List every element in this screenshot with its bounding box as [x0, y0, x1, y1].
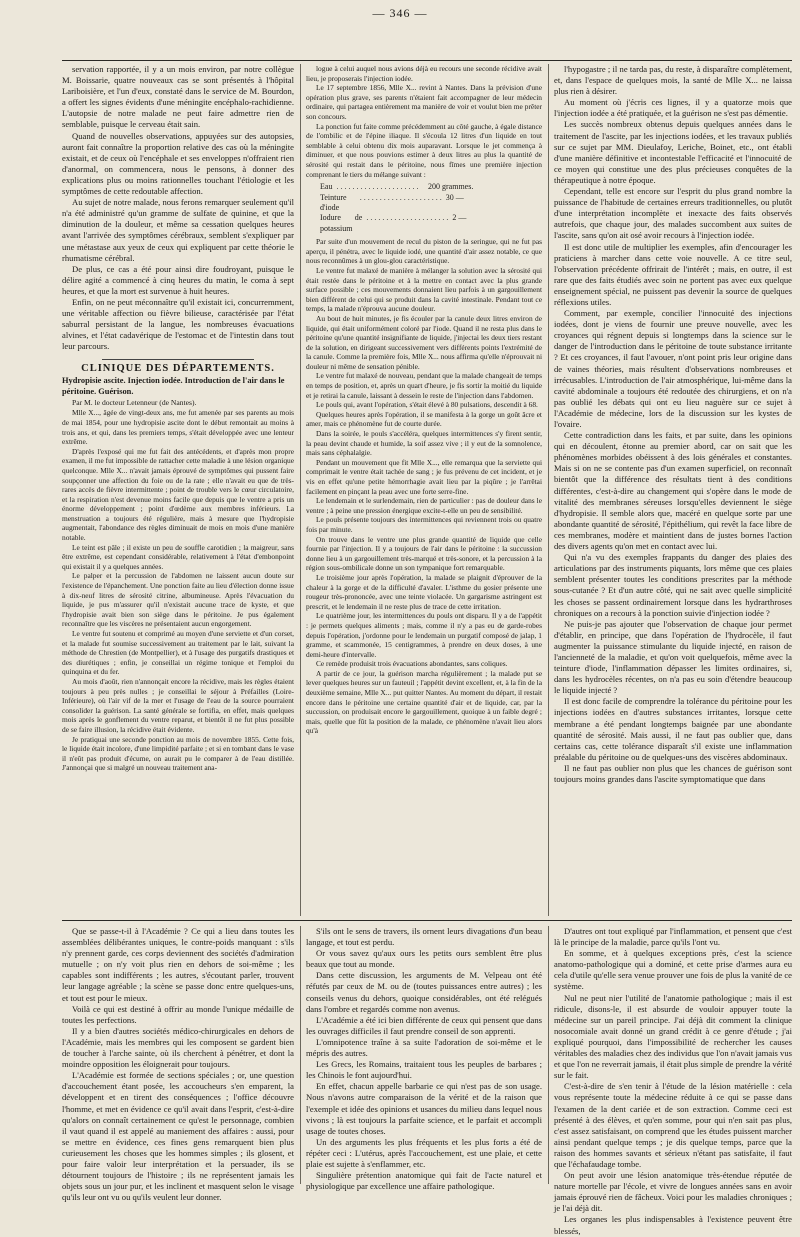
- paragraph: D'autres ont tout expliqué par l'inflammation, et pensent que c'est là le principe de la maladie, parce qu'ils l'ont vu.: [554, 926, 792, 948]
- paragraph: Au mois d'août, rien n'annonçait encore la récidive, mais les règles étaient toujours à peu près nulles ; je conseillai le séjour à Préfailles (Loire-Inférieure), où l'air vif de la mer et l'usage de l'eau de la source pourraient consolider la guérison. La santé générale se fortifia, en effet, mais quelques mois après le gonflement du ventre reparut, et bientôt il ne fut plus possible de se faire illusion, la récidive était évidente.: [62, 676, 294, 734]
- paragraph: Le troisième jour après l'opération, la malade se plaignit d'éprouver de la chaleur à la gorge et de la difficulté d'avaler. L'isthme du gosier présente une rougeur très-prononcée, avec une teinte violacée. Un gargarisme astringent est prescrit, et le lendemain il ne reste plus de trace de cette irritation.: [306, 572, 542, 611]
- paragraph: D'après l'exposé qui me fut fait des antécédents, et d'après mon propre examen, il me fut impossible de rattacher cette maladie à une lésion organique quelconque. Mlle X... n'avait jamais éprouvé de symptômes qui pussent faire soupçonner une affection du foie ou de la rate ; elle n'avait eu que de très-rares accès de fièvre intermittente ; point de trouble vers le cœur circulatoire, et la respiration n'est devenue moins facile que depuis que le ventre a pris un énorme développement ; point d'œdème aux membres inférieurs. La menstruation a toujours été régulière, mais à mesure que l'hydropisie augmentait, l'abondance des règles diminuait de mois en mois d'une manière notable.: [62, 446, 294, 543]
- bottom-column-3: [554, 926, 792, 1236]
- paragraph: Les Grecs, les Romains, traitaient tous les peuples de barbares ; les Chinois le font aujourd'hui.: [306, 1059, 542, 1081]
- paragraph: Ce remède produisit trois évacuations abondantes, sans coliques.: [316, 659, 508, 669]
- bottom-column-1: [62, 926, 294, 1203]
- paragraph: L'Académie est formée de sections spéciales ; or, une question d'accouchement étant posée, les accoucheurs s'en emparent, la développent et en tirent des conséquences ; l'office découvre l'homme, et met en évidence ce qu'il avait dans l'esprit, c'est-à-dire qu'alors on connaît certainement ce qu'est le personnage, combien il vaut quand il est appelé au maniement des affaires : aussi, pour se mettre en évidence, ces fines gens remarquent bien plus curieusement les choses que les hommes simples ; ils glosent, et pour faire valoir leur interprétation et la persuader, ils se détournent toujours de l'histoire ; ils ne représentent jamais les objets sous un jour pur, et les inclinent et masquent selon le visage qu'ils leur ont vu ou qu'ils veulent leur donner.: [62, 1070, 294, 1203]
- paragraph: logue à celui auquel nous avions déjà eu recours une seconde récidive avait lieu, je proposerais l'injection iodée.: [306, 64, 542, 83]
- paragraph: A partir de ce jour, la guérison marcha régulièrement ; la malade put se lever quelques heures sur un fauteuil ; l'appétit devint excellent, et, à la fin de la deuxième semaine, Mlle X... put quitter Nantes. Au moment du départ, il restait encore dans le péritoine une certaine quantité d'air et de liquide, car, par la succussion, on produisait encore le gargouillement, quoique à un faible degré ; mais, quelle que fût la position de la malade, ce phénomène n'avait lieu alors qu'à: [306, 668, 542, 736]
- paragraph: L'Académie a été ici bien différente de ceux qui pensent que dans les ouvrages difficiles il faut prendre conseil de son apprenti.: [306, 1014, 542, 1036]
- paragraph: Le ventre fut malaxé de nouveau, pendant que la malade changeait de temps en temps de position, et, après un quart d'heure, je fis sortir la moitié du liquide et je retirai la canule, laissant à dessein le reste de l'injection dans l'abdomen.: [306, 371, 542, 400]
- column-separator: [548, 926, 549, 1184]
- paragraph: Pendant un mouvement que fit Mlle X..., elle remarqua que la serviette qui comprimait le ventre était tachée de sang ; je fus prévenu de cet incident, et je vis en effet qu'une petite hémorrhagie avait lieu par la piqûre ; je l'arrêtai facilement en pinçant la peau avec une forte serre-fine.: [306, 457, 542, 496]
- paragraph: Un des arguments les plus fréquents et les plus forts a été de répéter ceci : L'utérus, après l'accouchement, est une plaie, et cette plaie est sujette à s'enflammer, etc.: [306, 1136, 542, 1169]
- paragraph: Qui n'a vu des exemples frappants du danger des plaies des articulations par des instruments piquants, lors même que ces plaies semblent présenter toutes les conditions prescrites par la méthode sous-cutanée ? Et d'un autre côté, qui ne sait avec quelle simplicité les choses se passent ordinairement lorsque dans les hydrarthroses chroniques on a recours à la ponction suivie d'injection iodée ?: [554, 552, 792, 618]
- article-title: Hydropisie ascite. Injection iodée. Introduction de l'air dans le péritoine. Guérison.: [62, 376, 285, 396]
- paragraph: l'hypogastre ; il ne tarda pas, du reste, à disparaître complètement, et, dans l'espace de quelques mois, la santé de Mlle X... ne laissa plus rien à désirer.: [554, 64, 792, 97]
- paragraph: Voilà ce qui est destiné à offrir au monde l'unique médaille de toutes les perfections.: [62, 1003, 294, 1025]
- top-column-2: [306, 64, 542, 916]
- paragraph: Or vous savez qu'aux ours les petits ours semblent être plus beaux que tout au monde.: [306, 948, 542, 970]
- formula-row: [306, 193, 542, 214]
- byline: Par M. le docteur Letenneur (de Nantes).: [72, 398, 197, 408]
- paragraph: Le 17 septembre 1856, Mlle X... revint à Nantes. Dans la prévision d'une opération plus grave, ses parents n'étaient fait accompagner de leur médecin ordinaire, qui partagea entièrement ma manière de voir et voulut bien me prêter son concours.: [306, 83, 542, 121]
- paragraph: C'est-à-dire de s'en tenir à l'étude de la lésion matérielle : cela vous représente toute la médecine réduite à ce qui se passe dans l'examen de la dent cariée et de son extraction. Comme ceci est présenté à des élèves, et qu'en somme, pour qui n'en sait pas plus, c'est assez satisfaisant, on comprend que les études puissent marcher ainsi pendant quelque temps ; je dis quelque temps, parce que la raison des hommes savants et sérieux n'étant pas satisfaite, il faut que l'échafaudage tombe.: [554, 1081, 792, 1169]
- formula-item: Teinture d'iode: [320, 192, 347, 212]
- paragraph: Il y a bien d'autres sociétés médico-chirurgicales en dehors de l'Académie, mais les membres qui les composent se gardent bien de toucher à l'arche sainte, où ils cherchent à pénétrer, et dont la moindre opposition les éloignerait pour toujours.: [62, 1025, 294, 1070]
- top-col1-intro: [62, 64, 294, 352]
- paragraph: servation rapportée, il y a un mois environ, par notre collègue M. Boissarie, quatre nouveaux cas se sont présentés à l'hôpital Lariboisière, et l'un d'eux, constaté dans le service de M. Bourdon, a offert les signes évidents d'une méningite encéphalo-rachidienne. L'autopsie de notre malade ne peut faire admettre rien de semblable, puisque le cerveau était sain.: [62, 64, 294, 130]
- paragraph: On trouve dans le ventre une plus grande quantité de liquide que celle fournie par l'injection. Il y a toujours de l'air dans le péritoine : la succussion donne lieu à un gargouillement très-marqué et très-sonore, et la percussion à la région sous-ombilicale donne un son tympanique fort remarquable.: [306, 534, 542, 573]
- paragraph: Le quatrième jour, les intermittences du pouls ont disparu. Il y a de l'appétit : je permets quelques aliments ; mais, comme il n'y a pas eu de garde-robes depuis l'opération, j'ordonne pour le lendemain un purgatif composé de jalap, 1 gramme, et scammonée, 15 centigrammes, à prendre en deux doses, à une demi-heure d'intervalle.: [306, 611, 542, 659]
- paragraph: Enfin, on ne peut méconnaître qu'il existait ici, concurremment, une véritable affection ou fièvre bilieuse, caractérisée par l'état saburral persistant de la langue, les nombreuses évacuations alvines, et l'état cadavérique de l'estomac et de l'intestin dans tout leur parcours.: [62, 296, 294, 352]
- paragraph: Au moment où j'écris ces lignes, il y a quatorze mois que l'injection iodée a été pratiquée, et la guérison ne s'est pas démentie.: [554, 97, 792, 119]
- paragraph: Les organes les plus indispensables à l'existence peuvent être blessés,: [554, 1214, 792, 1236]
- paragraph: En effet, chacun appelle barbarie ce qui n'est pas de son usage. Nous n'avons autre comparaison de la vérité et de la raison que l'exemple et idée des opinions et usances du milieu dans lequel nous vivons ; là est toujours la parfaite science, et le parfait et accompli usage de toutes choses.: [306, 1081, 542, 1136]
- paragraph: Le pouls qui, avant l'opération, s'était élevé à 80 pulsations, descendit à 68.: [316, 400, 538, 410]
- paragraph: Cette contradiction dans les faits, et par suite, dans les opinions qui en découlent, étonne au premier abord, car on sait que les phénomènes morbides obéissent à des lois générales et constantes. Mais si on ne se contente pas d'un examen superficiel, on reconnaît bientôt que la différence des résultats tient à des conditions différentes, c'est-à-dire au changement qui s'opère dans le mode de vitalité des membranes séreuses lorsqu'elles deviennent le siège d'hydropisie. Il semble alors que, macéré en quelque sorte par une abondante quantité de sérosité, l'épithélium, qui revêt la face libre de ces membranes, modère et maintient dans de justes bornes l'action des divers agents qu'on met en contact avec lui.: [554, 430, 792, 552]
- paragraph: Au sujet de notre malade, nous ferons remarquer seulement qu'il n'a été administré qu'un gramme de sulfate de quinine, et que la diminution de la douleur, et même sa cessation quelques heures avant l'arrivée des symptômes cérébraux, semblent s'expliquer par une métastase aux yeux de ceux qui expliquent par cette théorie le rhumatisme cérébral.: [62, 197, 294, 263]
- paragraph: Le ventre fut malaxé de manière à mélanger la solution avec la sérosité qui était restée dans le péritoine et à la mettre en contact avec la plus grande surface possible ; ces mouvements donnaient lieu parfois à un gargouillement bien différent de celui qui se produit dans la cavité intestinale. Pendant tout ce temps, la malade n'éprouva aucune douleur.: [306, 265, 542, 314]
- paragraph: Cependant, telle est encore sur l'esprit du plus grand nombre la puissance de l'habitude de certaines erreurs traditionnelles, ou plutôt d'une interprétation incomplète et inexacte des faits observés autrefois, que chaque jour, des malades succombent aux suites de l'ascite, sans qu'on ait osé avoir recours à l'injection iodée.: [554, 186, 792, 241]
- formula-table: [306, 182, 542, 234]
- bottom-column-2: [306, 926, 542, 1192]
- formula-row: [306, 213, 542, 234]
- feuilleton-rule: [62, 920, 792, 921]
- top-column-1: [62, 64, 294, 916]
- section-divider: [102, 359, 254, 360]
- paragraph: Ne puis-je pas ajouter que l'observation de chaque jour permet d'établir, en principe, que dans l'opération de l'hydrocèle, il faut augmenter la puissance stimulante du liquide injecté, en raison de l'ancienneté de la maladie, et qu'on voit quelquefois, même avec la teinture d'iode, l'inflammation dépasser les limites ordinaires, si, dans les hydrocèles récentes, on n'a pas eu soin d'étendre beaucoup le liquide injecté ?: [554, 618, 792, 696]
- paragraph: Comment, par exemple, concilier l'innocuité des injections iodées, dont je viens de fournir une preuve nouvelle, avec les croyances qui régnent depuis si longtemps dans la science sur le danger de l'introduction dans le péritoine de toute substance irritante ? Et ces croyances, il faut l'avouer, n'ont point pris leur origine dans de vaines théories, mais résultent d'observations nombreuses et irrécusables. L'introduction de l'air atmosphérique, lui-même dans la cavité abdominale a toujours été redoutée des chirurgiens, et on n'a pas oublié les débats qui ont eu lieu naguère sur ce sujet à l'Académie de médecine, lors de la discussion sur les kystes de l'ovaire.: [554, 308, 792, 429]
- paragraph: Le ventre fut soutenu et comprimé au moyen d'une serviette et d'un corset, et la malade fut soumise successivement au traitement par le lait, suivant la méthode de Chrestien (de Montpellier), et à l'usage des purgatifs drastiques et des diurétiques ; enfin, je conseillai un régime tonique et l'emploi du quinquina et du fer.: [62, 629, 294, 677]
- leader-dots: . . . . . . . . . . . . . . . . . . . . .: [359, 192, 442, 202]
- column-separator: [548, 64, 549, 916]
- paragraph: Je pratiquai une seconde ponction au mois de novembre 1855. Cette fois, le liquide était incolore, d'une limpidité parfaite ; et si en tombant dans le vase il n'eût pas produit d'écume, on aurait pu le comparer à de l'eau distillée. J'annonçai que si malgré un nouveau traitement ana-: [62, 734, 294, 773]
- page-number: — 346 —: [372, 6, 428, 20]
- paragraph: S'ils ont le sens de travers, ils ornent leurs divagations d'un beau langage, et tout est perdu.: [306, 926, 542, 948]
- section-title: CLINIQUE DES DÉPARTEMENTS.: [81, 363, 275, 375]
- paragraph: De plus, ce cas a été pour ainsi dire foudroyant, puisque le délire agité a commencé à cinq heures du matin, le coma à sept heures, et que la mort est survenue à huit heures.: [62, 263, 294, 296]
- paragraph: Nul ne peut nier l'utilité de l'anatomie pathologique ; mais il est ridicule, disons-le, il est absurde de vouloir appuyer toute la médecine sur un pareil principe. J'ai déjà dit comment la clinique nosocomiale avait donné un grand crédit à ce genre d'étude ; j'ai expliqué pourquoi, dans l'impossibilité de rechercher les causes véritables des maladies chez des individus que l'on n'avait jamais vus et que l'on ne reverrait jamais, il était plus simple de prendre la vérité sur le fait.: [554, 992, 792, 1081]
- paragraph: Quand de nouvelles observations, appuyées sur des autopsies, auront fait connaître la proportion relative des cas où la méningite existait, et de ceux où l'encéphale et ses enveloppes n'offraient rien d'anormal, on commencera, nous le pensons, à donner des explications plus ou moins rationnelles touchant l'étiologie et les symptômes de cette redoutable affection.: [62, 130, 294, 197]
- paragraph: Le teint est pâle ; il existe un peu de souffle carotidien ; la maigreur, sans être extrême, est cependant considérable, relativement à l'état d'embonpoint qui existait il y a quelques années.: [62, 542, 294, 571]
- paragraph: Que se passe-t-il à l'Académie ? Ce qui a lieu dans toutes les assemblées délibérantes uniques, le contre-poids manquant : s'ils n'y prennent garde, ces corps deviennent des sociétés d'admiration mutuelle ; on n'y voit plus rien en dehors de soi-même ; les capables sont indifférents ; les autres, s'écoutant parler, trouvent leur langage agréable ; la scène se passe donc entre quelques-uns, et tout est pour le mieux.: [62, 926, 294, 1003]
- leader-dots: . . . . . . . . . . . . . . . . . . . . .: [366, 213, 449, 223]
- paragraph: Au bout de huit minutes, je fis écouler par la canule deux litres environ de liquide, qui était uniformément coloré par l'iode. Quand il ne resta plus dans le péritoine qu'une quantité insignifiante de liquide, j'injectai les deux tiers restant de la solution, en dirigeant successivement vers différents points l'extrémité de la canule. Comme la première fois, Mlle X... nous affirma qu'elle n'éprouvait ni douleur ni même de sensation pénible.: [306, 313, 542, 371]
- paragraph: Il est donc utile de multiplier les exemples, afin d'encourager les praticiens à marcher dans cette voie nouvelle. A ce titre seul, l'observation précédente offrirait de l'intérêt ; mais, en outre, il est rare que des faits étudiés avec soin ne portent pas avec eux quelque enseignement spécial, ne puissent pas devenir la source de quelques réflexions utiles.: [554, 241, 792, 307]
- formula-qty: 2 —: [452, 213, 467, 223]
- paragraph: Il ne faut pas oublier non plus que les chances de guérison sont toujours moins grandes dans l'ascite symptomatique que dans: [554, 762, 792, 784]
- paragraph: En somme, et à quelques exceptions près, c'est la science anatomo-pathologique qui a dominé, et cette prise d'armes aura eu cela d'utile qu'elle sera venue prouver une fois de plus la vanité de ce système.: [554, 948, 792, 992]
- paragraph: La ponction fut faite comme précédemment au côté gauche, à égale distance de l'ombilic et de l'épine iliaque. Il s'écoula 12 litres d'un liquide en tout semblable à celui obtenu dix mois auparavant. Lorsque le jet commença à diminuer, et que nous pouvions estimer à deux litres au plus la quantité de sérosité qui restait dans le péritoine, nous fîmes une première injection comprenant le tiers du mélange suivant :: [306, 121, 542, 179]
- paragraph: Il est donc facile de comprendre la tolérance du péritoine pour les injections iodées en d'autres substances irritantes, lorsque cette membrane a été pendant longtemps baignée par une abondante quantité de sérosité. Mais aussi, il ne faut pas oublier que, dans certains cas, cette tolérance disparaît s'il existe une inflammation préalable du péritoine ou de quelques-uns des viscères abdominaux.: [554, 696, 792, 762]
- paragraph: On peut avoir une lésion anatomique très-étendue réputée de nature mortelle par l'école, et vivre de longues années sans en avoir jamais éprouvé rien de fâcheux. Voici pour les maladies chroniques ; je l'ai déjà dit.: [554, 1170, 792, 1214]
- header-rule: [62, 60, 792, 61]
- paragraph: Le lendemain et le surlendemain, rien de particulier : pas de douleur dans le ventre ; à peine une pression énergique excite-t-elle un peu de sensibilité.: [306, 496, 542, 515]
- formula-row: [306, 182, 542, 192]
- formula-item: Eau: [320, 182, 333, 192]
- paragraph: Singulière prétention anatomique qui fait de l'acte naturel et physiologique par excellence une affaire pathologique.: [306, 1170, 542, 1192]
- leader-dots: . . . . . . . . . . . . . . . . . . . . .: [336, 182, 419, 192]
- paragraph: Quelques heures après l'opération, il se manifesta à la gorge un goût âcre et amer, mais ce phénomène fut de courte durée.: [306, 409, 542, 429]
- paragraph: Par suite d'un mouvement de recul du piston de la seringue, qui ne fut pas aperçu, il pénétra, avec le liquide iodé, une quantité d'air assez notable, ce que nous reconnûmes à un glou-glou caractéristique.: [306, 237, 542, 266]
- paragraph: Dans la soirée, le pouls s'accéléra, quelques intermittences s'y firent sentir, la peau devint chaude et humide, la soif assez vive ; il y eut de la somnolence, mais sans céphalalgie.: [306, 429, 542, 458]
- paragraph: L'omnipotence traîne à sa suite l'adoration de soi-même et le mépris des autres.: [306, 1036, 542, 1059]
- formula-item: Iodure de potassium: [320, 213, 363, 233]
- paragraph: Le palper et la percussion de l'abdomen ne laissent aucun doute sur l'existence de l'épanchement. Une ponction faite au lieu d'élection donne issue à dix-neuf litres de sérosité citrine, albumineuse. Après l'évacuation du liquide, je pus m'assurer qu'il n'existait aucune trace de kyste, et que l'hydropisie avait bien son siège dans le péritoine. Je pus également reconnaître que les viscères ne présentaient aucun engorgement.: [62, 571, 294, 629]
- top-column-3: [554, 64, 792, 916]
- column-separator: [300, 926, 301, 1184]
- formula-qty: 200 grammes.: [428, 182, 474, 192]
- paragraph: Les succès nombreux obtenus depuis quelques années dans le traitement de l'ascite, par les injections iodées, et les travaux publiés sur ce sujet par MM. Dieulafoy, Leriche, Boinet, etc., ont établi d'une manière définitive et incontestable l'efficacité et l'innocuité de ce moyen qui constitue une des plus précieuses conquêtes de la thérapeutique à notre époque.: [554, 119, 792, 185]
- paragraph: Le pouls présente toujours des intermittences qui reviennent trois ou quatre fois par minute.: [306, 515, 542, 534]
- formula-qty: 30 —: [445, 192, 464, 202]
- column-separator: [300, 64, 301, 916]
- paragraph: Mlle X..., âgée de vingt-deux ans, me fut amenée par ses parents au mois de mai 1854, pour une hydropisie ascite dont le début remontait au moins à trois ans, et qui, dans les premiers temps, s'était développée avec une lenteur extrême.: [62, 408, 294, 447]
- paragraph: Dans cette discussion, les arguments de M. Velpeau ont été réfutés par ceux de M. ou de (toutes puissances entre autres) ; les conseils venus du dehors, quoique considérables, ont été relégués dans l'ombre et regardés comme non avenus.: [306, 970, 542, 1014]
